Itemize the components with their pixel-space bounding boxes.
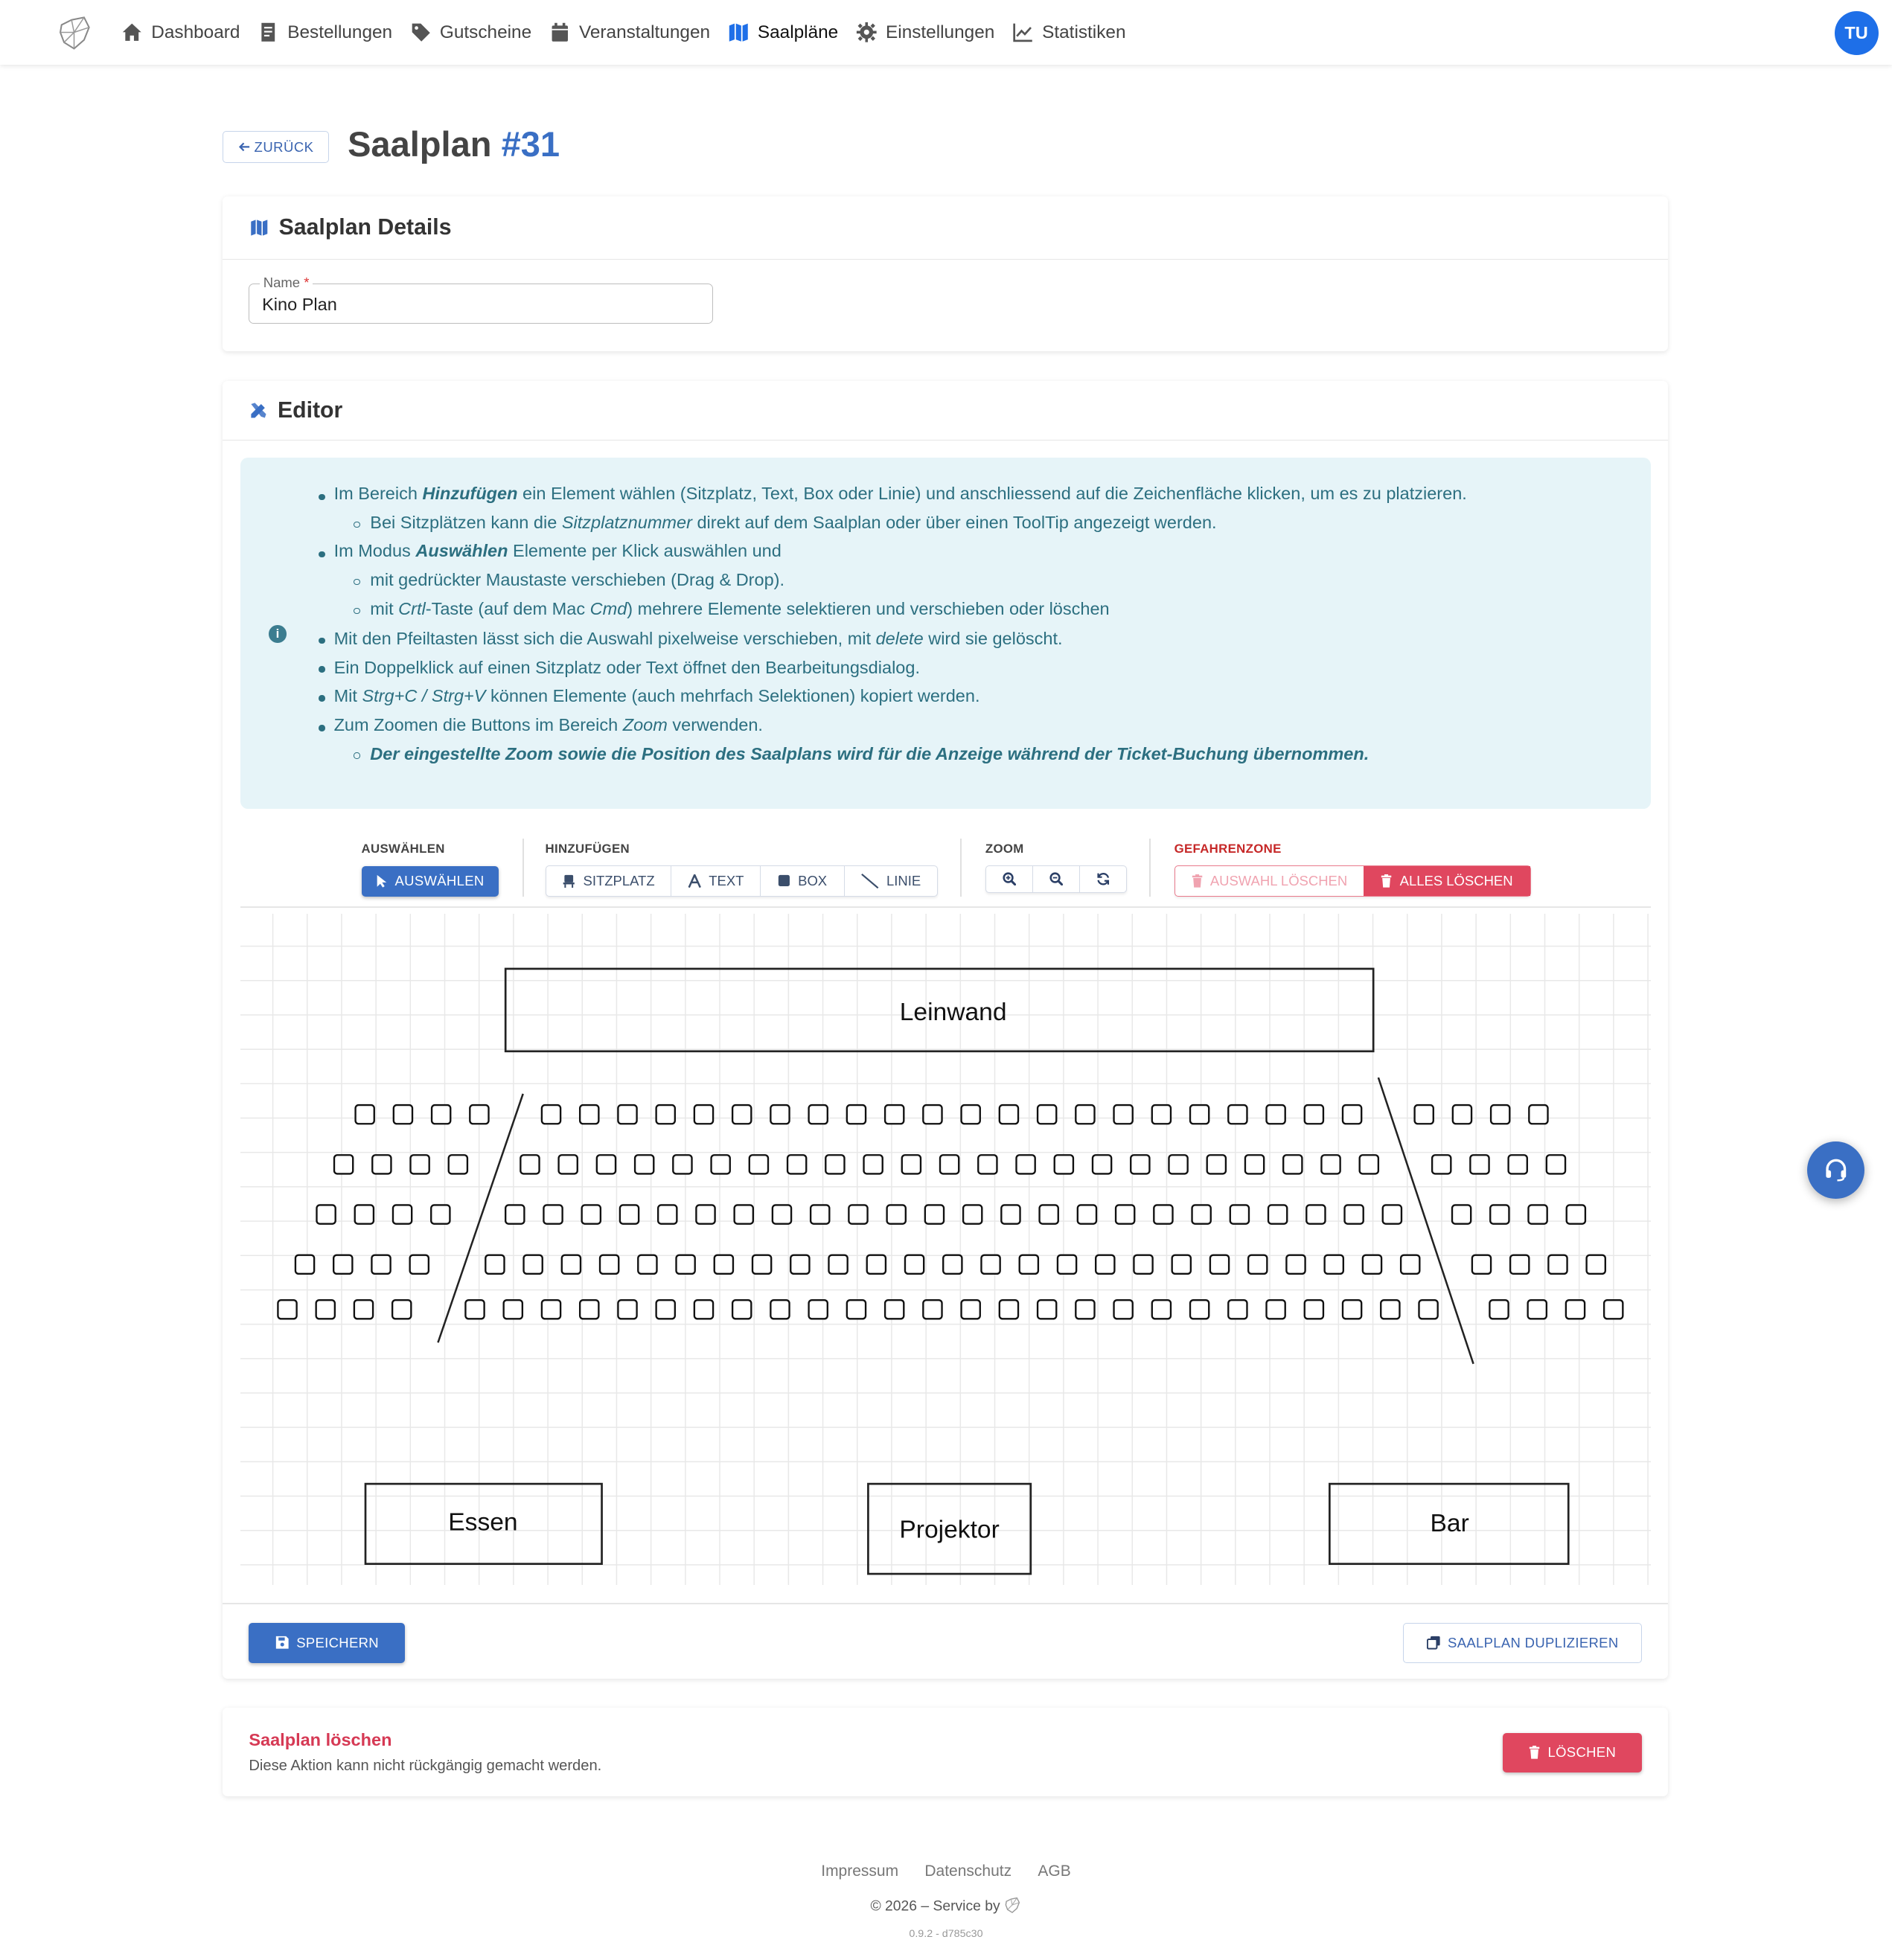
map-icon [249,218,270,237]
seat[interactable] [752,1255,771,1274]
seat[interactable] [1209,1255,1228,1274]
seat[interactable] [393,1105,412,1124]
seat[interactable] [561,1255,580,1274]
duplicate-plan-button[interactable] [1403,1623,1642,1663]
nav-statistics[interactable] [1012,22,1126,43]
zoom-in-button[interactable] [986,866,1033,892]
seat[interactable] [392,1300,411,1319]
support-chat-button[interactable] [1807,1141,1864,1199]
footer-link-imprint[interactable]: Impressum [821,1863,899,1880]
seat[interactable] [978,1155,997,1173]
seat[interactable] [825,1155,844,1173]
seat[interactable] [1470,1155,1489,1173]
footer-link-privacy[interactable]: Datenschutz [924,1863,1012,1880]
fox-logo-icon[interactable] [57,15,94,52]
seat[interactable] [1134,1255,1152,1274]
page-title [348,124,560,164]
details-header [223,196,1668,260]
seat[interactable] [1529,1105,1547,1124]
seat[interactable] [1192,1205,1210,1224]
seat[interactable] [333,1255,352,1274]
seat[interactable] [523,1255,542,1274]
save-button[interactable] [249,1623,405,1663]
add-box-button[interactable] [761,866,845,896]
add-line-label: LINIE [886,872,921,888]
seat[interactable] [734,1205,752,1224]
nav-settings[interactable] [856,22,995,43]
seat[interactable] [863,1155,882,1173]
seat[interactable] [619,1205,638,1224]
seat[interactable] [1452,1105,1471,1124]
seat[interactable] [749,1155,767,1173]
nav-dashboard[interactable] [121,22,240,43]
seat[interactable] [770,1300,789,1319]
seat[interactable] [1528,1205,1547,1224]
seat[interactable] [1113,1105,1132,1124]
seat[interactable] [1190,1105,1209,1124]
seat[interactable] [316,1300,334,1319]
seat[interactable] [811,1205,829,1224]
seats-group [278,1105,1623,1319]
seat[interactable] [618,1105,636,1124]
seat[interactable] [963,1205,982,1224]
seat[interactable] [638,1255,656,1274]
line-icon [861,874,879,888]
add-text-label: TEXT [709,872,744,888]
seat[interactable] [1077,1205,1096,1224]
user-avatar[interactable]: TU [1835,11,1879,55]
editor-title: Editor [277,397,343,423]
seat[interactable] [371,1255,390,1274]
seat[interactable] [580,1105,598,1124]
add-box-label: BOX [798,872,828,888]
seat[interactable] [372,1155,391,1173]
food-label[interactable]: Essen [447,1508,518,1537]
seat[interactable] [961,1300,979,1319]
seat[interactable] [1510,1255,1529,1274]
info-icon: i [269,625,287,643]
seat[interactable] [961,1105,979,1124]
seat[interactable] [787,1155,806,1173]
seat[interactable] [1001,1205,1020,1224]
seat[interactable] [848,1205,867,1224]
seat[interactable] [772,1205,790,1224]
seat[interactable] [1131,1155,1149,1173]
footer-copyright [0,1897,1892,1915]
copyright-text: © 2026 – Service by [870,1898,1000,1915]
chair-icon [562,874,575,888]
footer-links [0,1863,1892,1880]
instruction-3: Im Modus Auswählen Elemente per Klick auswählen und [333,541,782,561]
seat[interactable] [905,1255,924,1274]
seat[interactable] [1344,1205,1363,1224]
seat[interactable] [1154,1205,1172,1224]
footer-link-terms[interactable]: AGB [1038,1863,1071,1880]
top-navigation [0,0,1892,65]
seat[interactable] [999,1105,1017,1124]
instruction-7: Ein Doppelklick auf einen Sitzplatz oder Text öffnet den Bearbeitungsdialog. [333,657,920,677]
page-title-text: Saalplan [348,124,492,164]
seat[interactable] [943,1255,962,1274]
add-seat-label: SITZPLATZ [583,872,655,888]
seat[interactable] [432,1105,450,1124]
nav-label: Bestellungen [287,22,393,42]
seat[interactable] [334,1155,353,1173]
seat[interactable] [316,1205,335,1224]
headset-icon [1824,1158,1849,1183]
seat[interactable] [1546,1155,1565,1173]
seat[interactable] [828,1255,847,1274]
seat[interactable] [696,1205,715,1224]
seat[interactable] [541,1300,560,1319]
seating-plan[interactable] [240,914,1651,1585]
seat[interactable] [1491,1105,1509,1124]
calendar-icon [549,22,571,43]
seat[interactable] [393,1205,412,1224]
seat[interactable] [354,1300,372,1319]
delete-plan-text: Diese Aktion kann nicht rückgängig gemacht werden. [249,1758,602,1775]
projector-label[interactable]: Projektor [898,1516,1000,1544]
seat[interactable] [580,1300,598,1319]
name-label-text: Name [263,274,301,290]
seat[interactable] [1228,1300,1247,1319]
nav-events[interactable] [549,22,710,43]
seat[interactable] [541,1105,560,1124]
seat[interactable] [1096,1255,1114,1274]
nav-orders[interactable] [258,22,392,43]
add-line-button[interactable] [845,866,937,896]
footer-version: 0.9.2 - d785c30 [909,1927,983,1940]
seat[interactable] [485,1255,504,1274]
seat[interactable] [1321,1155,1340,1173]
seat[interactable] [470,1105,488,1124]
delete-plan-card [223,1708,1668,1796]
instruction-6: Mit den Pfeiltasten lässt sich die Auswahl pixelweise verschieben, mit delete wird sie gelöscht. [333,629,1063,649]
fox-logo-icon[interactable] [1004,1897,1022,1915]
seat[interactable] [520,1155,539,1173]
danger-button-group [1174,865,1531,897]
seat[interactable] [885,1105,904,1124]
instruction-9: Zum Zoomen die Buttons im Bereich Zoom verwenden. [333,715,763,734]
seat[interactable] [635,1155,653,1173]
delete-plan-label: LÖSCHEN [1547,1744,1617,1761]
receipt-icon [258,22,279,43]
gear-icon [856,22,878,43]
name-field[interactable] [249,274,713,324]
seat[interactable] [596,1155,615,1173]
details-card [223,196,1668,351]
seat[interactable] [732,1300,751,1319]
seat[interactable] [999,1300,1017,1319]
seat[interactable] [1548,1255,1567,1274]
seat[interactable] [694,1105,712,1124]
seat[interactable] [1283,1155,1302,1173]
instruction-4: mit gedrückter Maustaste verschieben (Drag & Drop). [370,570,785,590]
seat[interactable] [673,1155,691,1173]
seat[interactable] [410,1155,429,1173]
nav-label: Gutscheine [439,22,532,42]
seat[interactable] [431,1205,450,1224]
seat[interactable] [658,1205,677,1224]
seat[interactable] [1304,1300,1323,1319]
nav-label: Dashboard [151,22,240,42]
tag-icon [410,22,432,43]
seat[interactable] [1116,1205,1134,1224]
seat[interactable] [295,1255,314,1274]
delete-plan-button[interactable] [1503,1733,1641,1773]
seat[interactable] [600,1255,619,1274]
nav-label: Saalpläne [757,22,839,42]
seat[interactable] [1401,1255,1419,1274]
instruction-5: mit Crtl-Taste (auf dem Mac Cmd) mehrere Elemente selektieren und verschieben oder löschen [370,598,1110,618]
delete-selection-button[interactable] [1175,866,1364,896]
delete-all-label: ALLES LÖSCHEN [1399,872,1513,888]
seat[interactable] [1471,1255,1490,1274]
arrow-left-icon [238,141,251,153]
seat[interactable] [1565,1300,1584,1319]
instruction-10: Der eingestellte Zoom sowie die Position des Saalplans wird für die Anzeige während der Ticket-Buchung übernommen. [370,743,1370,763]
seat[interactable] [581,1205,600,1224]
seat[interactable] [1286,1255,1305,1274]
seat[interactable] [1527,1300,1546,1319]
edit-tools-icon [249,400,269,420]
seat[interactable] [1076,1300,1094,1319]
seat[interactable] [409,1255,428,1274]
seat[interactable] [1414,1105,1433,1124]
seating-canvas[interactable] [240,914,1651,1585]
seat[interactable] [1038,1105,1056,1124]
home-icon [121,22,143,43]
chart-line-icon [1012,22,1034,43]
zoom-out-button[interactable] [1033,866,1080,892]
seat[interactable] [1058,1255,1076,1274]
trash-icon [1529,1746,1540,1759]
zoom-section-label: ZOOM [985,841,1024,856]
seat[interactable] [923,1300,942,1319]
seat[interactable] [278,1300,296,1319]
danger-zone-label: GEFAHRENZONE [1174,841,1282,856]
seat[interactable] [558,1155,577,1173]
seat[interactable] [1054,1155,1073,1173]
seat[interactable] [885,1300,904,1319]
seat[interactable] [808,1105,827,1124]
zoom-reset-button[interactable] [1080,866,1126,892]
nav-label: Statistiken [1042,22,1126,42]
seat[interactable] [354,1205,373,1224]
instruction-1: Im Bereich Hinzufügen ein Element wählen (Sitzplatz, Text, Box oder Linie) und anschliessend auf die Zeichenfläche klicken, um es zu platzieren. [333,484,1467,504]
seat[interactable] [1113,1300,1132,1319]
cursor-icon [376,874,387,888]
seat[interactable] [1343,1300,1361,1319]
nav-items [121,0,1126,65]
select-mode-button[interactable] [362,866,499,896]
add-seat-button[interactable] [546,866,672,896]
seat[interactable] [1016,1155,1035,1173]
seat[interactable] [1604,1300,1623,1319]
seat[interactable] [656,1300,674,1319]
seat[interactable] [1245,1155,1264,1173]
seat[interactable] [866,1255,885,1274]
seat[interactable] [940,1155,959,1173]
seat[interactable] [1093,1155,1111,1173]
add-section-label: HINZUFÜGEN [545,841,630,856]
page-title-number: #31 [501,124,560,164]
instructions-box [240,458,1651,809]
name-field-label [260,275,313,291]
seat[interactable] [1172,1255,1190,1274]
seat[interactable] [1039,1205,1058,1224]
seat[interactable] [924,1205,943,1224]
seat[interactable] [846,1300,865,1319]
seat[interactable] [618,1300,636,1319]
seat[interactable] [1343,1105,1361,1124]
seat[interactable] [1169,1155,1187,1173]
add-button-group [546,865,939,897]
seat[interactable] [1586,1255,1605,1274]
bar-label[interactable]: Bar [1430,1510,1469,1538]
seat[interactable] [1230,1205,1248,1224]
duplicate-label: SAALPLAN DUPLIZIEREN [1448,1634,1619,1650]
seat[interactable] [505,1205,524,1224]
seat[interactable] [1382,1205,1401,1224]
nav-label: Einstellungen [886,22,995,42]
floppy-disk-icon [275,1636,289,1649]
seat[interactable] [923,1105,942,1124]
seat[interactable] [694,1300,712,1319]
delete-all-button[interactable] [1364,866,1530,896]
seat[interactable] [901,1155,920,1173]
name-field-value[interactable]: Kino Plan [262,294,337,314]
seat[interactable] [1207,1155,1225,1173]
nav-label: Veranstaltungen [578,22,711,42]
seat[interactable] [886,1205,905,1224]
seat[interactable] [1566,1205,1585,1224]
select-mode-label: AUSWÄHLEN [394,873,485,889]
trash-icon [1381,874,1392,888]
seat[interactable] [711,1155,729,1173]
seat[interactable] [1248,1255,1267,1274]
seat[interactable] [1419,1300,1437,1319]
seat[interactable] [1151,1105,1170,1124]
zoom-button-group [985,865,1127,893]
details-title: Saalplan Details [278,214,452,240]
refresh-icon [1096,872,1110,885]
seat[interactable] [1432,1155,1451,1173]
seat[interactable] [770,1105,789,1124]
seat[interactable] [981,1255,1000,1274]
seat[interactable] [1381,1300,1399,1319]
editor-header [223,381,1668,441]
seat[interactable] [790,1255,809,1274]
seat[interactable] [1019,1255,1038,1274]
map-icon [728,22,750,43]
seat[interactable] [676,1255,694,1274]
trash-icon [1192,874,1203,888]
select-section-label: AUSWÄHLEN [361,841,445,856]
seat[interactable] [465,1300,484,1319]
seat[interactable] [448,1155,467,1173]
seat[interactable] [1508,1155,1527,1173]
seat[interactable] [1359,1155,1378,1173]
delete-plan-title: Saalplan löschen [249,1730,392,1750]
seat[interactable] [1304,1105,1323,1124]
seat[interactable] [1151,1300,1170,1319]
nav-vouchers[interactable] [410,22,532,43]
back-label: ZURÜCK [254,138,314,155]
zoom-in-icon [1003,872,1016,885]
seat[interactable] [1324,1255,1343,1274]
seat[interactable] [1076,1105,1094,1124]
instruction-2: Bei Sitzplätzen kann die Sitzplatznummer direkt auf dem Saalplan oder über einen ToolTip angezeigt werden. [370,512,1217,532]
delete-selection-label: AUSWAHL LÖSCHEN [1209,872,1348,888]
instruction-8: Mit Strg+C / Strg+V können Elemente (auch mehrfach Selektionen) kopiert werden. [333,686,980,706]
seat[interactable] [1452,1205,1471,1224]
text-icon [688,874,701,888]
seat[interactable] [1190,1300,1209,1319]
seat[interactable] [656,1105,674,1124]
back-button[interactable] [223,131,329,162]
zoom-out-icon [1049,872,1063,885]
seat[interactable] [808,1300,827,1319]
seat[interactable] [503,1300,522,1319]
seat[interactable] [1489,1300,1508,1319]
seat[interactable] [355,1105,374,1124]
seat[interactable] [1306,1205,1325,1224]
required-marker: * [304,274,310,290]
nav-seating-plans[interactable] [728,22,839,43]
add-text-button[interactable] [671,866,761,896]
seat[interactable] [732,1105,751,1124]
seat[interactable] [1490,1205,1509,1224]
save-label: SPEICHERN [296,1634,379,1650]
seat[interactable] [846,1105,865,1124]
screen-label[interactable]: Leinwand [899,998,1007,1026]
seat[interactable] [1038,1300,1056,1319]
seat[interactable] [1266,1300,1285,1319]
seat[interactable] [1228,1105,1247,1124]
square-icon [778,874,790,887]
seat[interactable] [1362,1255,1381,1274]
seat[interactable] [1266,1105,1285,1124]
seat[interactable] [714,1255,732,1274]
copy-icon [1427,1636,1440,1649]
seat[interactable] [543,1205,562,1224]
seat[interactable] [1268,1205,1287,1224]
